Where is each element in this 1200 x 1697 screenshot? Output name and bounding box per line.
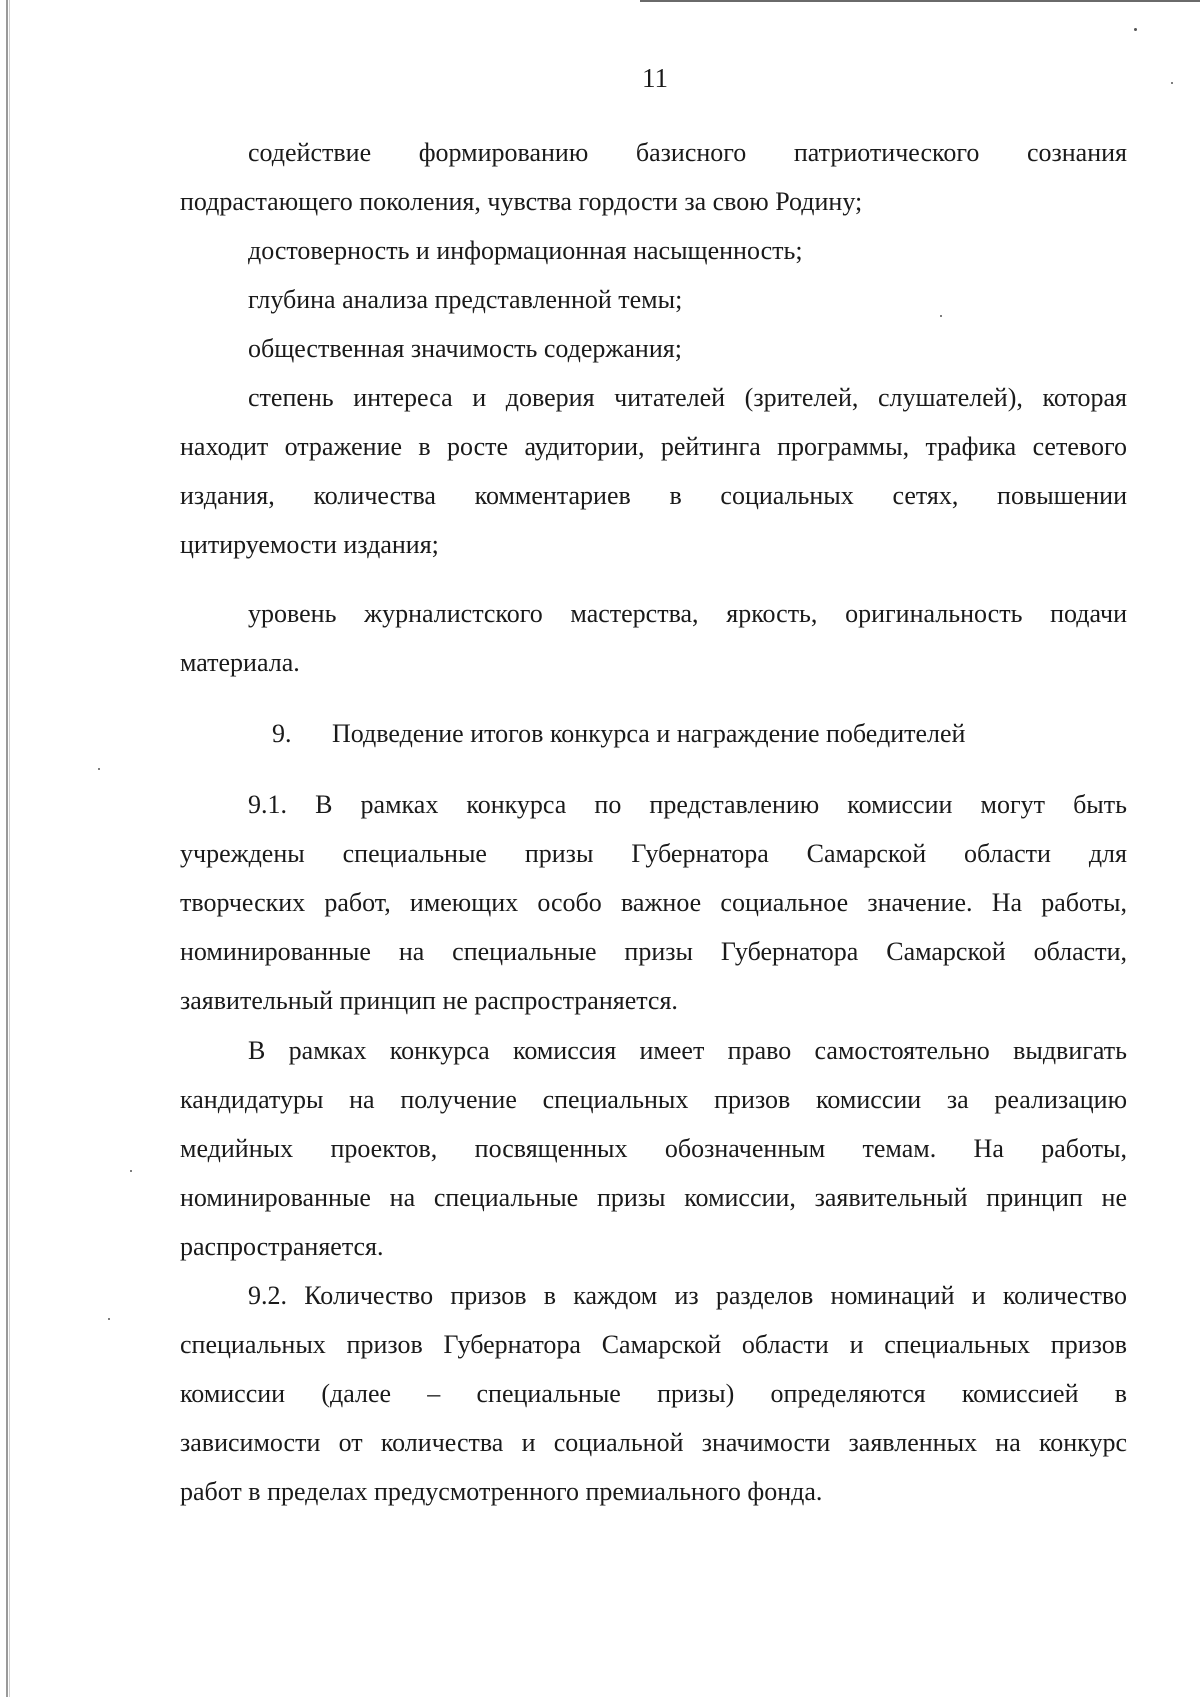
list-item: достоверность и информационная насыщенность; <box>248 236 803 265</box>
scan-speck <box>108 1318 110 1320</box>
section-title: Подведение итогов конкурса и награждение победителей <box>332 719 966 748</box>
paragraph-line: содействие формированию базисного патриотического сознания <box>248 138 1127 167</box>
paragraph-gap <box>180 569 1127 589</box>
paragraph-line: 9.2. Количество призов в каждом из разделов номинаций и количество <box>248 1281 1127 1310</box>
paragraph-line: распространяется. <box>180 1232 384 1261</box>
paragraph-line: материала. <box>180 648 300 677</box>
paragraph-line: медийных проектов, посвященных обозначенным темам. На работы, <box>180 1134 1127 1163</box>
paragraph-line: комиссии (далее – специальные призы) определяются комиссией в <box>180 1379 1127 1408</box>
list-item: общественная значимость содержания; <box>248 334 682 363</box>
paragraph-line: заявительный принцип не распространяется. <box>180 986 678 1015</box>
paragraph-line: издания, количества комментариев в социальных сетях, повышении <box>180 481 1127 510</box>
scan-top-rule <box>640 0 1200 2</box>
scan-speck <box>130 1170 132 1172</box>
section-heading <box>180 709 1127 758</box>
paragraph-line: подрастающего поколения, чувства гордости за свою Родину; <box>180 187 863 216</box>
paragraph-line: цитируемости издания; <box>180 530 439 559</box>
list-item: глубина анализа представленной темы; <box>248 285 683 314</box>
section-gap <box>180 687 1127 709</box>
paragraph-line: кандидатуры на получение специальных призов комиссии за реализацию <box>180 1085 1127 1114</box>
paragraph-line: 9.1. В рамках конкурса по представлению комиссии могут быть <box>248 790 1127 819</box>
paragraph-line: работ в пределах предусмотренного премиального фонда. <box>180 1477 823 1506</box>
scan-binding-edge-inner <box>9 0 10 1697</box>
paragraph-line: степень интереса и доверия читателей (зрителей, слушателей), которая <box>248 383 1127 412</box>
scan-speck <box>98 768 100 770</box>
paragraph-line: творческих работ, имеющих особо важное социальное значение. На работы, <box>180 888 1127 917</box>
section-number: 9. <box>272 719 292 748</box>
paragraph-line: номинированные на специальные призы Губернатора Самарской области, <box>180 937 1127 966</box>
paragraph-line: уровень журналистского мастерства, яркость, оригинальность подачи <box>248 599 1127 628</box>
page-number: 11 <box>642 63 668 93</box>
section-gap <box>180 758 1127 780</box>
paragraph-line: зависимости от количества и социальной значимости заявленных на конкурс <box>180 1428 1127 1457</box>
scan-binding-edge <box>6 0 8 1697</box>
scan-speck <box>1134 28 1137 31</box>
paragraph-line: номинированные на специальные призы комиссии, заявительный принцип не <box>180 1183 1127 1212</box>
document-body <box>180 128 1127 1516</box>
paragraph-line: учреждены специальные призы Губернатора Самарской области для <box>180 839 1127 868</box>
paragraph-line: находит отражение в росте аудитории, рейтинга программы, трафика сетевого <box>180 432 1127 461</box>
paragraph-line: В рамках конкурса комиссия имеет право самостоятельно выдвигать <box>248 1036 1127 1065</box>
paragraph-line: специальных призов Губернатора Самарской области и специальных призов <box>180 1330 1127 1359</box>
